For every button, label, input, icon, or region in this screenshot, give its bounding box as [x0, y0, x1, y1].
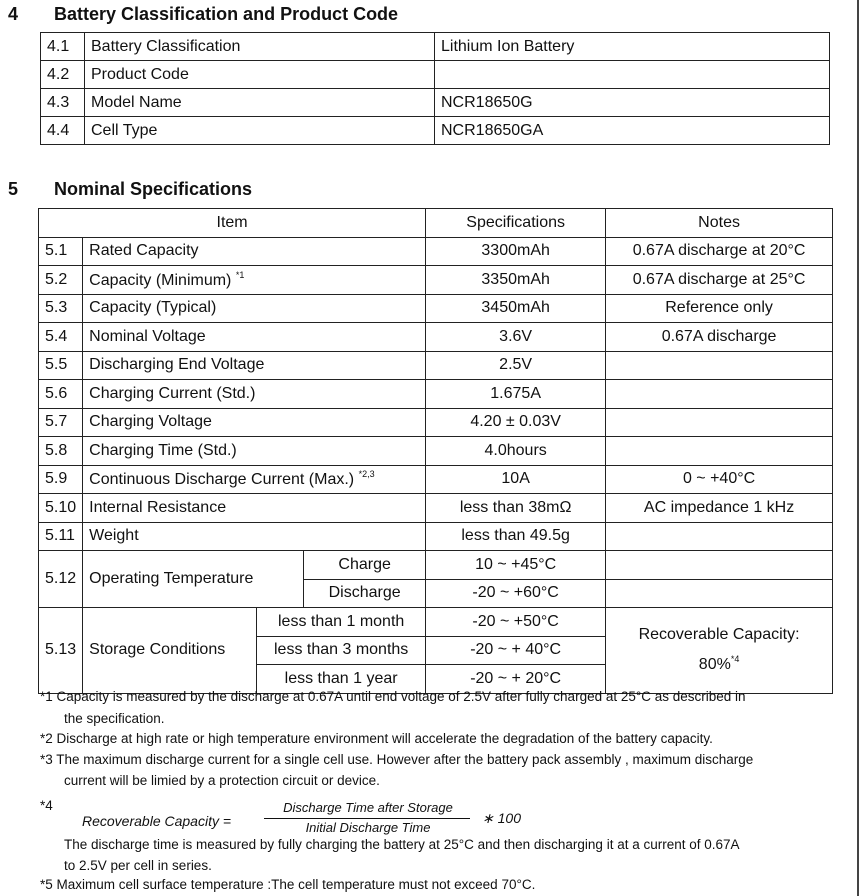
discharge-value: -20 ~ +60°C [426, 579, 606, 608]
row-notes: 0.67A discharge at 25°C [606, 266, 833, 295]
table-row [39, 494, 833, 523]
row-item [83, 437, 426, 466]
row-item [83, 294, 426, 323]
row-notes: 0.67A discharge [606, 323, 833, 352]
row-item [83, 465, 426, 494]
storage-temperature: -20 ~ + 20°C [426, 665, 606, 694]
storage-duration: less than 1 month [257, 608, 426, 637]
fraction-line [264, 818, 470, 819]
formula-lhs: Recoverable Capacity = [82, 813, 232, 829]
row-value: Lithium Ion Battery [435, 33, 830, 61]
footnote-4-text-continued: to 2.5V per cell in series. [64, 858, 212, 873]
row-notes [606, 437, 833, 466]
formula-multiplier: ∗ 100 [482, 810, 521, 826]
row-item [83, 351, 426, 380]
footnote-1-continued: the specification. [64, 711, 165, 726]
row-item-label: Discharging End Voltage [89, 356, 265, 374]
row-specification: 3.6V [426, 323, 606, 352]
footnote-3: *3 The maximum discharge current for a single cell use. However after the battery pack assembly , maximum discharge [40, 752, 754, 767]
footnote-1: *1 Capacity is measured by the discharge at 0.67A until end voltage of 2.5V after fully charged at 25°C as described in [40, 689, 746, 704]
section-5-title: Nominal Specifications [54, 179, 253, 199]
table-row [39, 294, 833, 323]
row-item [83, 408, 426, 437]
section-4-title: Battery Classification and Product Code [54, 4, 399, 24]
nominal-specifications-table [38, 208, 833, 694]
row-number: 5.12 [39, 551, 83, 608]
table-row [39, 408, 833, 437]
row-item-label: Weight [89, 527, 139, 545]
table-row [39, 237, 833, 266]
charge-value: 10 ~ +45°C [426, 551, 606, 580]
row-notes [606, 380, 833, 409]
table-row [39, 380, 833, 409]
formula-numerator: Discharge Time after Storage [283, 800, 453, 815]
battery-classification-table [40, 32, 830, 145]
recoverable-capacity-value: 80% [698, 656, 731, 674]
row-number: 5.1 [39, 237, 83, 266]
row-number: 4.4 [41, 117, 85, 145]
recoverable-capacity-label: Recoverable Capacity: [638, 626, 800, 644]
row-item: Cell Type [85, 117, 435, 145]
discharge-label: Discharge [304, 579, 426, 608]
row-number: 5.3 [39, 294, 83, 323]
row-number: 5.11 [39, 522, 83, 551]
footnote-5: *5 Maximum cell surface temperature :The cell temperature must not exceed 70°C. [40, 877, 536, 892]
table-row [39, 465, 833, 494]
row-item [83, 323, 426, 352]
table-row [39, 522, 833, 551]
storage-duration: less than 1 year [257, 665, 426, 694]
row-notes [606, 522, 833, 551]
footnote-4-text: The discharge time is measured by fully charging the battery at 25°C and then discharging it at a current of 0.67A [64, 837, 740, 852]
table-row [41, 117, 830, 145]
row-number: 5.13 [39, 608, 83, 694]
table-row [39, 266, 833, 295]
row-item: Operating Temperature [83, 551, 304, 608]
row-notes [606, 579, 833, 608]
footnote-3-continued: current will be limied by a protection circuit or device. [64, 773, 380, 788]
storage-duration: less than 3 months [257, 636, 426, 665]
row-specification: 3350mAh [426, 266, 606, 295]
footnote-ref: *1 [235, 269, 245, 280]
row-specification: 1.675A [426, 380, 606, 409]
row-item [83, 494, 426, 523]
row-specification: 4.20 ± 0.03V [426, 408, 606, 437]
row-item [83, 522, 426, 551]
storage-temperature: -20 ~ + 40°C [426, 636, 606, 665]
footnote-ref: *4 [730, 654, 740, 665]
charge-label: Charge [304, 551, 426, 580]
storage-notes [606, 608, 833, 694]
row-specification: 10A [426, 465, 606, 494]
table-row [41, 33, 830, 61]
row-number: 5.9 [39, 465, 83, 494]
row-item [83, 266, 426, 295]
row-specification: 4.0hours [426, 437, 606, 466]
footnote-ref: *2,3 [358, 469, 375, 480]
row-number: 5.10 [39, 494, 83, 523]
table-header-row [39, 209, 833, 238]
formula-denominator: Initial Discharge Time [305, 820, 431, 835]
row-item [83, 237, 426, 266]
row-number: 5.2 [39, 266, 83, 295]
header-item: Item [39, 209, 426, 238]
row-item: Product Code [85, 61, 435, 89]
row-item-label: Charging Time (Std.) [89, 441, 237, 459]
section-4-number: 4 [8, 4, 19, 24]
row-notes: AC impedance 1 kHz [606, 494, 833, 523]
row-number: 5.4 [39, 323, 83, 352]
row-item-label: Internal Resistance [89, 498, 227, 516]
row-value [435, 61, 830, 89]
row-specification: 3450mAh [426, 294, 606, 323]
row-item-label: Continuous Discharge Current (Max.) [89, 471, 355, 489]
row-number: 5.5 [39, 351, 83, 380]
row-item-label: Charging Current (Std.) [89, 384, 256, 402]
section-5-number: 5 [8, 179, 19, 199]
footnote-2: *2 Discharge at high rate or high temperature environment will accelerate the degradation of the battery capacity. [40, 731, 713, 746]
row-number: 4.1 [41, 33, 85, 61]
row-specification: less than 49.5g [426, 522, 606, 551]
row-notes: 0.67A discharge at 20°C [606, 237, 833, 266]
row-item-label: Charging Voltage [89, 413, 212, 431]
row-number: 5.6 [39, 380, 83, 409]
row-number: 4.3 [41, 89, 85, 117]
row-item-label: Rated Capacity [89, 242, 199, 260]
row-value: NCR18650GA [435, 117, 830, 145]
row-notes: Reference only [606, 294, 833, 323]
row-number: 5.7 [39, 408, 83, 437]
table-row [39, 437, 833, 466]
storage-temperature: -20 ~ +50°C [426, 608, 606, 637]
table-row [39, 551, 833, 580]
table-row [41, 89, 830, 117]
row-number: 5.8 [39, 437, 83, 466]
row-item-label: Capacity (Typical) [89, 299, 217, 317]
table-row [41, 61, 830, 89]
row-specification: 2.5V [426, 351, 606, 380]
header-notes: Notes [606, 209, 833, 238]
row-notes [606, 351, 833, 380]
row-number: 4.2 [41, 61, 85, 89]
row-item: Model Name [85, 89, 435, 117]
row-specification: 3300mAh [426, 237, 606, 266]
table-row [39, 351, 833, 380]
table-row [39, 608, 833, 637]
row-notes [606, 408, 833, 437]
row-item: Battery Classification [85, 33, 435, 61]
row-item [83, 380, 426, 409]
row-notes [606, 551, 833, 580]
row-item-label: Nominal Voltage [89, 327, 206, 345]
row-item-label: Capacity (Minimum) [89, 271, 232, 289]
header-specifications: Specifications [426, 209, 606, 238]
footnote-4-mark: *4 [40, 798, 53, 813]
row-value: NCR18650G [435, 89, 830, 117]
row-item: Storage Conditions [83, 608, 257, 694]
row-specification: less than 38mΩ [426, 494, 606, 523]
table-row [39, 323, 833, 352]
row-notes: 0 ~ +40°C [606, 465, 833, 494]
